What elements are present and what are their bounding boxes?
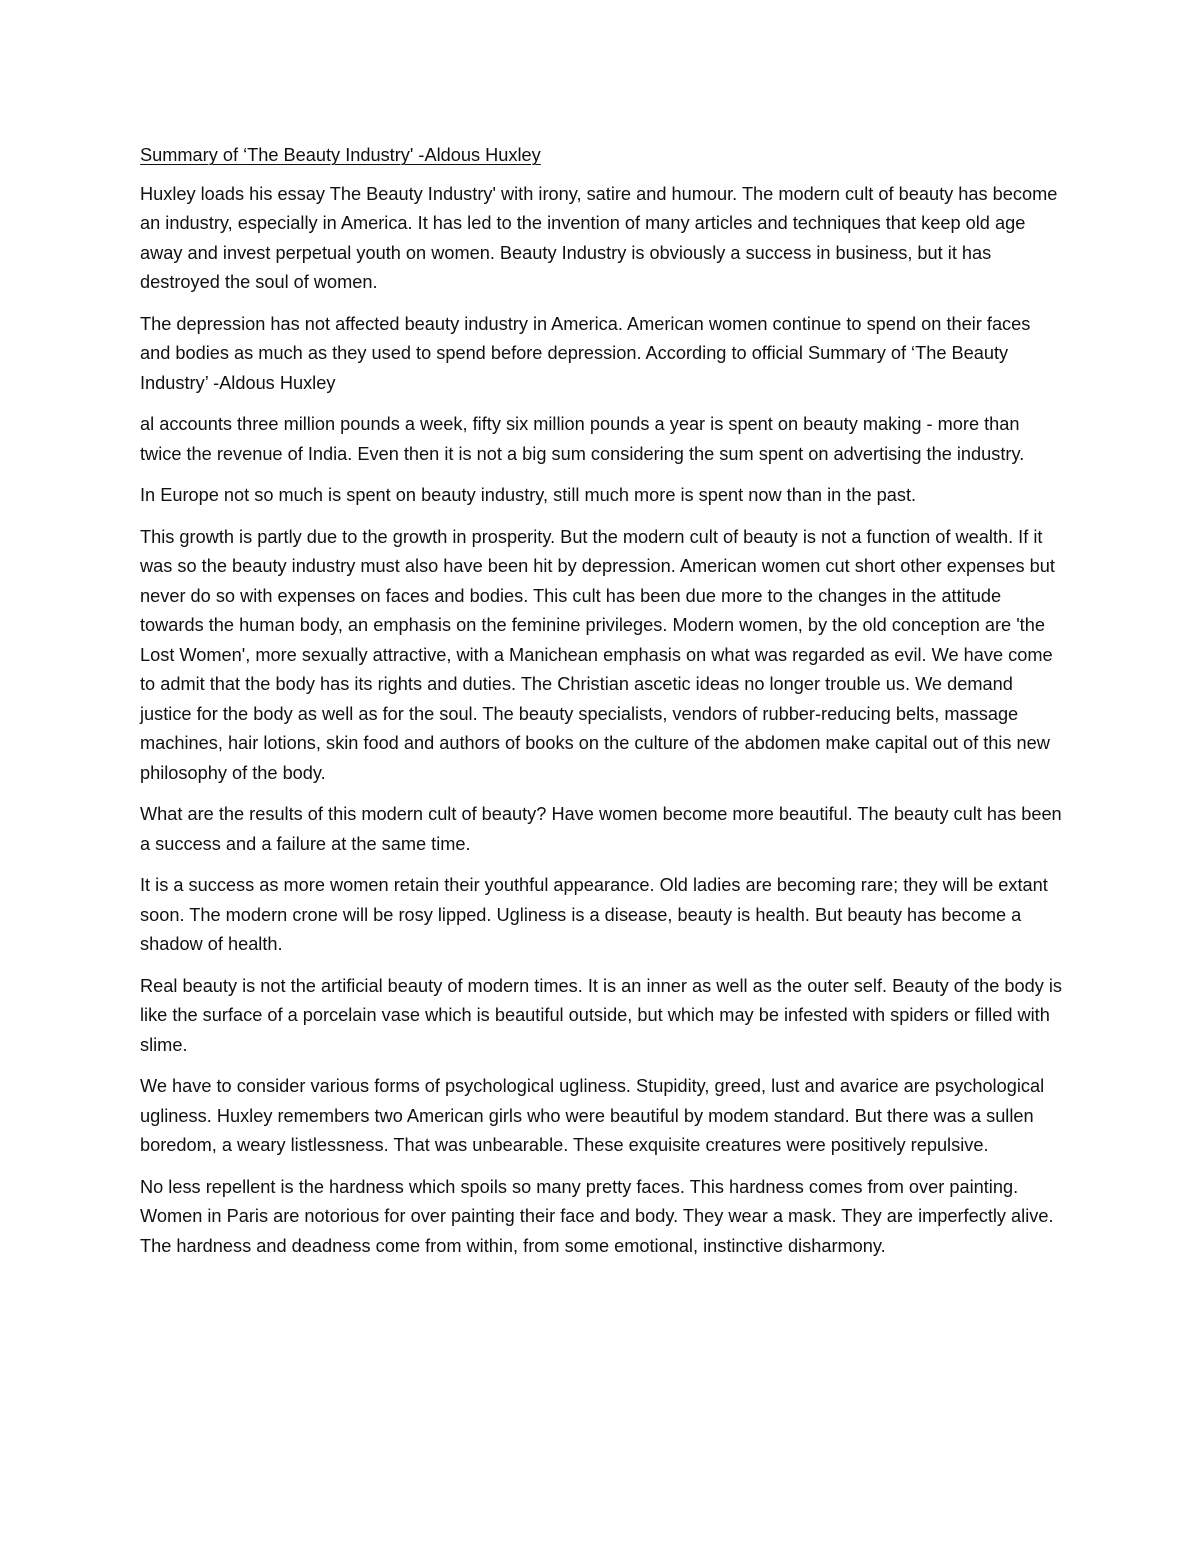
document-title: Summary of ‘The Beauty Industry' -Aldous Huxley [140, 145, 541, 165]
paragraph-6: What are the results of this modern cult of beauty? Have women become more beautiful. The beauty cult has been a success and a failure at the same time. [140, 804, 1062, 854]
paragraph-4: In Europe not so much is spent on beauty industry, still much more is spent now than in the past. [140, 485, 917, 505]
paragraph-5: This growth is partly due to the growth in prosperity. But the modern cult of beauty is not a function of wealth. If it was so the beauty industry must also have been hit by depression. American women cut short other expenses but never do so with expenses on faces and bodies. This cult has been due more to the changes in the attitude towards the human body, an emphasis on the feminine privileges. Modern women, by the old conception are 'the Lost Women', more sexually attractive, with a Manichean emphasis on what was regarded as evil. We have come to admit that the body has its rights and duties. The Christian ascetic ideas no longer trouble us. We demand justice for the body as well as for the soul. The beauty specialists, vendors of rubber-reducing belts, massage machines, hair lotions, skin food and authors of books on the culture of the abdomen make capital out of this new philosophy of the body. [140, 526, 1055, 783]
paragraph-3: al accounts three million pounds a week, fifty six million pounds a year is spent on beauty making - more than twice the revenue of India. Even then it is not a big sum considering the sum spent on advertising the industry. [140, 414, 1025, 464]
paragraph-1: Huxley loads his essay The Beauty Industry' with irony, satire and humour. The modern cult of beauty has become an industry, especially in America. It has led to the invention of many articles and techniques that keep old age away and invest perpetual youth on women. Beauty Industry is obviously a success in business, but it has destroyed the soul of women. [140, 183, 1058, 292]
paragraph-9: We have to consider various forms of psychological ugliness. Stupidity, greed, lust and avarice are psychological ugliness. Huxley remembers two American girls who were beautiful by modem standard. But there was a sullen boredom, a weary listlessness. That was unbearable. These exquisite creatures were positively repulsive. [140, 1076, 1045, 1155]
document-page [140, 141, 1065, 1273]
paragraph-8: Real beauty is not the artificial beauty of modern times. It is an inner as well as the outer self. Beauty of the body is like the surface of a porcelain vase which is beautiful outside, but which may be infested with spiders or filled with slime. [140, 975, 1062, 1055]
paragraph-7: It is a success as more women retain their youthful appearance. Old ladies are becoming rare; they will be extant soon. The modern crone will be rosy lipped. Ugliness is a disease, beauty is health. But beauty has become a shadow of health. [140, 875, 1048, 954]
paragraph-2: The depression has not affected beauty industry in America. American women continue to spend on their faces and bodies as much as they used to spend before depression. According to official Summary of ‘The Beauty Industry’ -Aldous Huxley [140, 313, 1031, 393]
paragraph-10: No less repellent is the hardness which spoils so many pretty faces. This hardness comes from over painting. Women in Paris are notorious for over painting their face and body. They wear a mask. They are imperfectly alive. The hardness and deadness come from within, from some emotional, instinctive disharmony. [140, 1176, 1054, 1256]
